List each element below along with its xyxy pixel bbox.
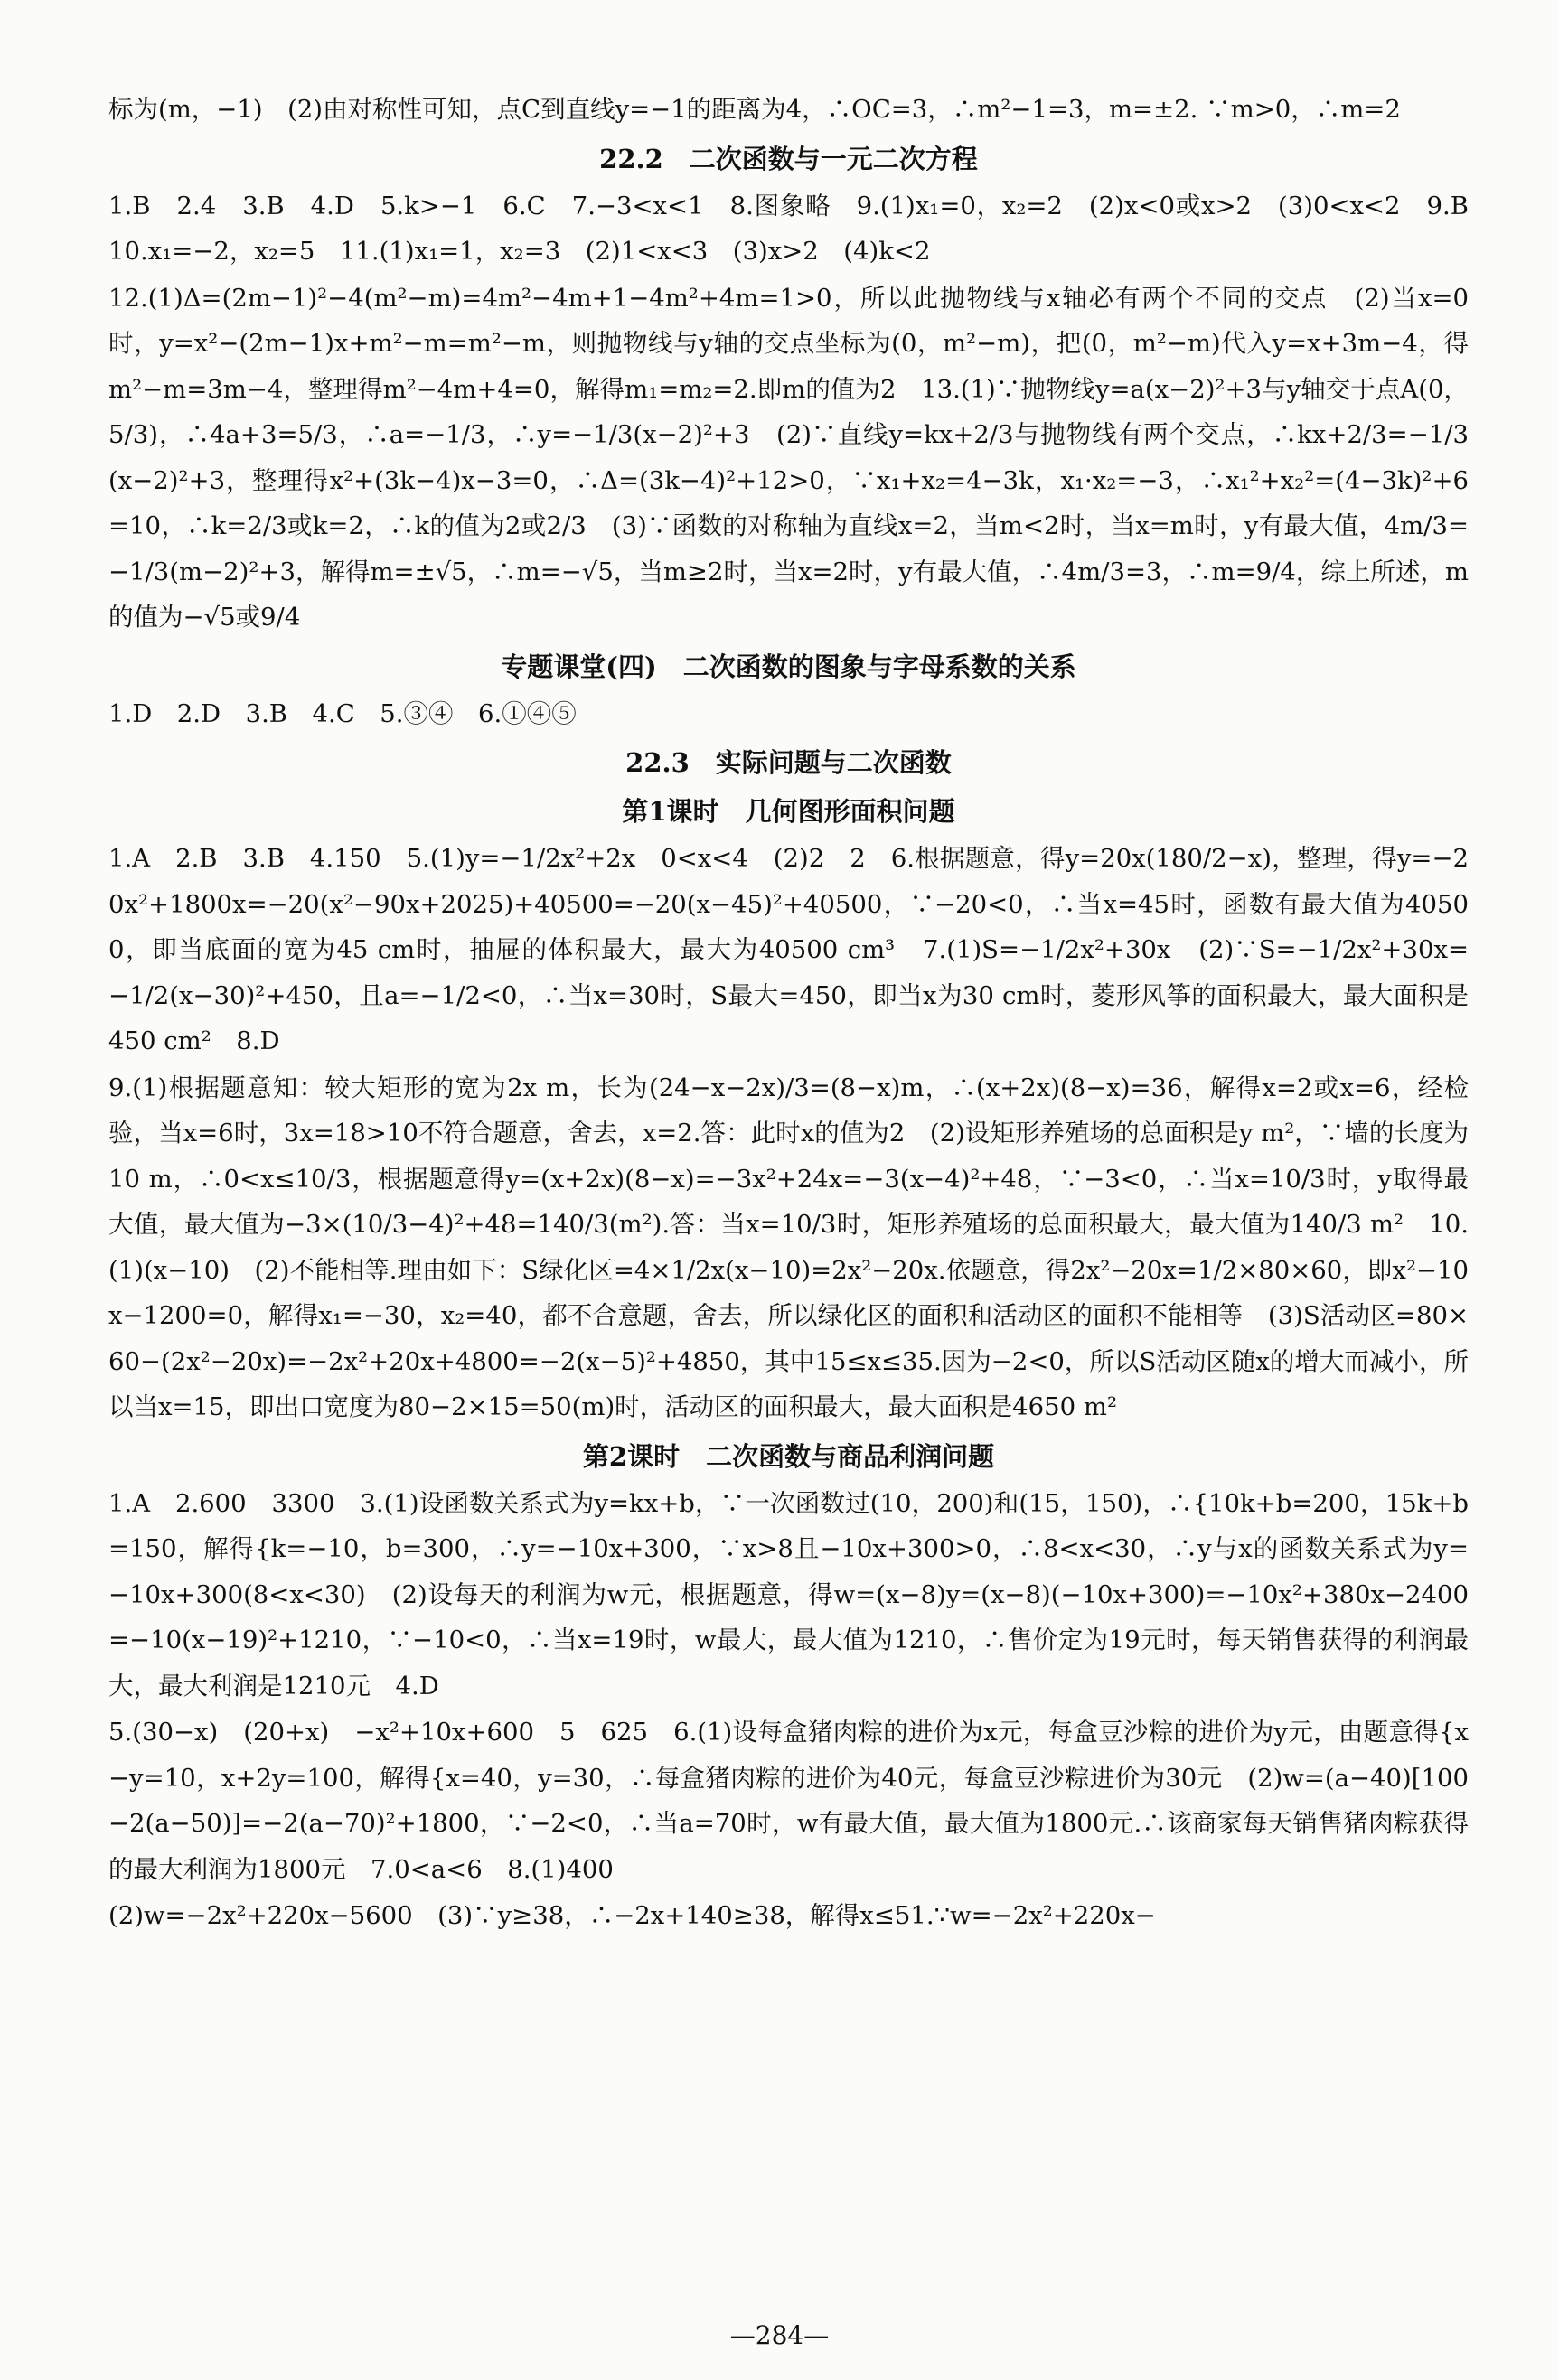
- section-heading: 22.2 二次函数与一元二次方程: [599, 143, 978, 174]
- answer-paragraph: 12.(1)Δ=(2m−1)²−4(m²−m)=4m²−4m+1−4m²+4m=1>0，所以此抛物线与x轴必有两个不同的交点 (2)当x=0时，y=x²−(2m−1)x+m²−m=m²−m，则抛物线与y轴的交点坐标为(0，m²−m)，把(0，m²−m)代入y=x+3m−4，得m²−m=3m−4，整理得m²−4m+4=0，解得m₁=m₂=2.即m的值为2 13.(1)∵抛物线y=a(x−2)²+3与y轴交于点A(0，5/3)，∴4a+3=5/3，∴a=−1/3，∴y=−1/3(x−2)²+3 (2)∵直线y=kx+2/3与抛物线有两个交点，∴kx+2/3=−1/3(x−2)²+3，整理得x²+(3k−4)x−3=0，∴Δ=(3k−4)²+12>0，∵x₁+x₂=4−3k，x₁·x₂=−3，∴x₁²+x₂²=(4−3k)²+6=10，∴k=2/3或k=2，∴k的值为2或2/3 (3)∵函数的对称轴为直线x=2，当m<2时，当x=m时，y有最大值，4m/3=−1/3(m−2)²+3，解得m=±√5，∴m=−√5，当m≥2时，当x=2时，y有最大值，∴4m/3=3，∴m=9/4，综上所述，m的值为−√5或9/4: [108, 283, 1469, 632]
- answer-paragraph: 标为(m，−1) (2)由对称性可知，点C到直线y=−1的距离为4，∴OC=3，∴m²−1=3，m=±2. ∵m>0，∴m=2: [108, 95, 1401, 124]
- answer-paragraph: 1.A 2.600 3300 3.(1)设函数关系式为y=kx+b，∵一次函数过(10，200)和(15，150)，∴{10k+b=200，15k+b=150，解得{k=−10，b=300，∴y=−10x+300，∵x>8且−10x+300>0，∴8<x<30，∴y与x的函数关系式为y=−10x+300(8<x<30) (2)设每天的利润为w元，根据题意，得w=(x−8)y=(x−8)(−10x+300)=−10x²+380x−2400=−10(x−19)²+1210，∵−10<0，∴当x=19时，w最大，最大值为1210，∴售价定为19元时，每天销售获得的利润最大，最大利润是1210元 4.D: [108, 1488, 1469, 1701]
- answer-paragraph: 1.D 2.D 3.B 4.C 5.③④ 6.①④⑤: [108, 698, 577, 728]
- answer-paragraph: 9.(1)根据题意知：较大矩形的宽为2x m，长为(24−x−2x)/3=(8−x)m，∴(x+2x)(8−x)=36，解得x=2或x=6，经检验，当x=6时，3x=18>10不符合题意，舍去，x=2.答：此时x的值为2 (2)设矩形养殖场的总面积是y m²，∵墙的长度为10 m，∴0<x≤10/3，根据题意得y=(x+2x)(8−x)=−3x²+24x=−3(x−4)²+48，∵−3<0，∴当x=10/3时，y取得最大值，最大值为−3×(10/3−4)²+48=140/3(m²).答：当x=10/3时，矩形养殖场的总面积最大，最大值为140/3 m² 10.(1)(x−10) (2)不能相等.理由如下：S绿化区=4×1/2x(x−10)=2x²−20x.依题意，得2x²−20x=1/2×80×60，即x²−10x−1200=0，解得x₁=−30，x₂=40，都不合意题，舍去，所以绿化区的面积和活动区的面积不能相等 (3)S活动区=80×60−(2x²−20x)=−2x²+20x+4800=−2(x−5)²+4850，其中15≤x≤35.因为−2<0，所以S活动区随x的增大而减小，所以当x=15，即出口宽度为80−2×15=50(m)时，活动区的面积最大，最大面积是4650 m²: [108, 1073, 1469, 1421]
- lesson-heading: 第2课时 二次函数与商品利润问题: [582, 1440, 995, 1472]
- section-heading: 专题课堂(四) 二次函数的图象与字母系数的关系: [501, 651, 1076, 682]
- answer-paragraph: 1.A 2.B 3.B 4.150 5.(1)y=−1/2x²+2x 0<x<4 (2)2 2 6.根据题意，得y=20x(180/2−x)，整理，得y=−20x²+1800x=−20(x²−90x+2025)+40500=−20(x−45)²+40500，∵−20<0，∴当x=45时，函数有最大值为40500，即当底面的宽为45 cm时，抽屉的体积最大，最大为40500 cm³ 7.(1)S=−1/2x²+30x (2)∵S=−1/2x²+30x=−1/2(x−30)²+450，且a=−1/2<0，∴当x=30时，S最大=450，即当x为30 cm时，菱形风筝的面积最大，最大面积是450 cm² 8.D: [108, 844, 1469, 1055]
- answer-paragraph: 5.(30−x) (20+x) −x²+10x+600 5 625 6.(1)设每盒猪肉粽的进价为x元，每盒豆沙粽的进价为y元，由题意得{x−y=10，x+2y=100，解得{x=40，y=30，∴每盒猪肉粽的进价为40元，每盒豆沙粽进价为30元 (2)w=(a−40)[100−2(a−50)]=−2(a−70)²+1800，∵−2<0，∴当a=70时，w有最大值，最大值为1800元.∴该商家每天销售猪肉粽获得的最大利润为1800元 7.0<a<6 8.(1)400: [108, 1718, 1469, 1884]
- section-heading: 22.3 实际问题与二次函数: [625, 747, 952, 778]
- answer-paragraph: (2)w=−2x²+220x−5600 (3)∵y≥38，∴−2x+140≥38，解得x≤51.∵w=−2x²+220x−: [108, 1901, 1156, 1930]
- page-number: —284—: [729, 2320, 830, 2350]
- answer-content: [108, 87, 1494, 1940]
- lesson-heading: 第1课时 几何图形面积问题: [622, 796, 955, 827]
- answer-paragraph: 1.B 2.4 3.B 4.D 5.k>−1 6.C 7.−3<x<1 8.图象略 9.(1)x₁=0，x₂=2 (2)x<0或x>2 (3)0<x<2 9.B 10.x₁=−2，x₂=5 11.(1)x₁=1，x₂=3 (2)1<x<3 (3)x>2 (4)k<2: [108, 191, 1494, 266]
